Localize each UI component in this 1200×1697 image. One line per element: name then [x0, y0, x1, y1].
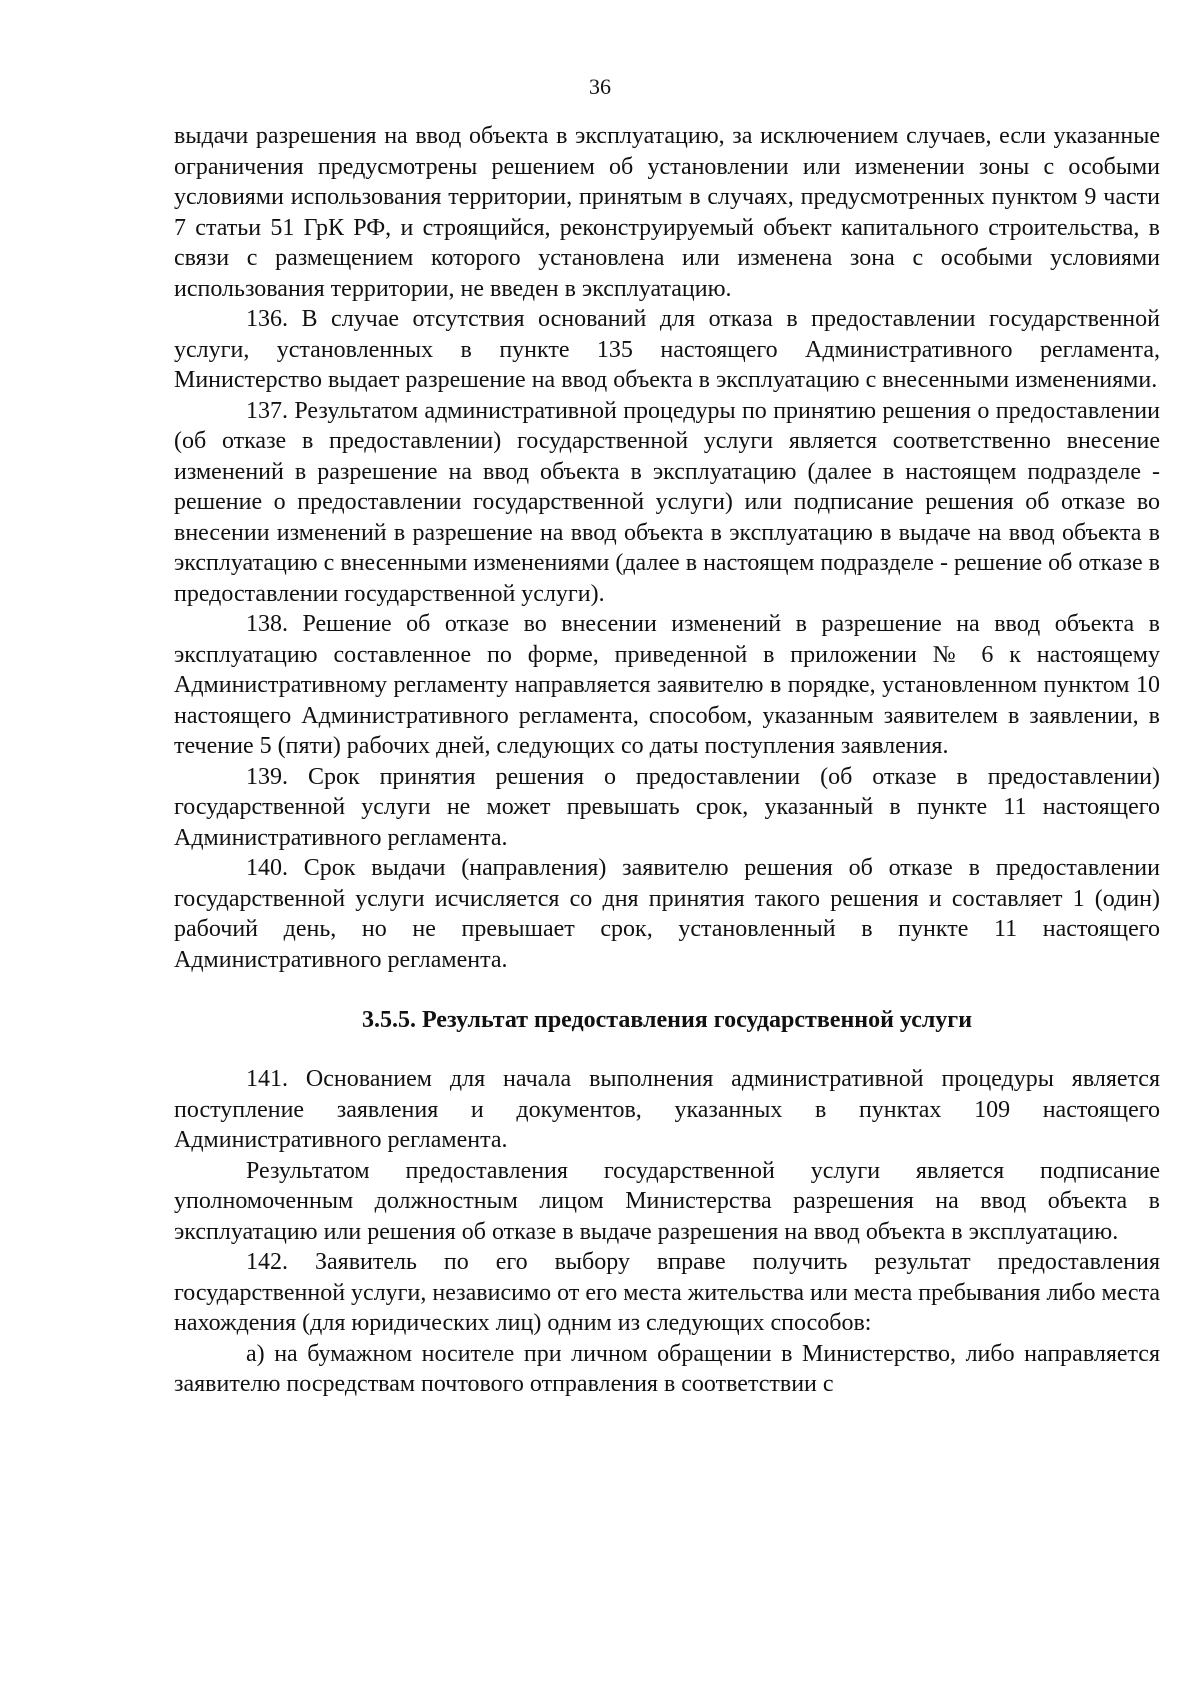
document-body: [174, 121, 1160, 1400]
paragraph-136: 136. В случае отсутствия оснований для отказа в предоставлении государственной услуги, установленных в пункте 135 настоящего Административного регламента, Министерство выдает разрешение на ввод объекта в эксплуатацию с внесенными изменениями.: [174, 306, 1160, 393]
paragraph-142-a: а) на бумажном носителе при личном обращении в Министерство, либо направляется заявителю посредствам почтового отправления в соответствии с: [174, 1340, 1160, 1397]
paragraph-140: 140. Срок выдачи (направления) заявителю решения об отказе в предоставлении государственной услуги исчисляется со дня принятия такого решения и составляет 1 (один) рабочий день, но не превышает срок, установленный в пункте 11 настоящего Административного регламента.: [174, 855, 1160, 973]
paragraph-135-continuation: выдачи разрешения на ввод объекта в эксплуатацию, за исключением случаев, если указанные ограничения предусмотрены решением об установлении или изменении зоны с особыми условиями использования территории, принятым в случаях, предусмотренных пунктом 9 части 7 статьи 51 ГрК РФ, и строящийся, реконструируемый объект капитального строительства, в связи с размещением которого установлена или изменена зона с особыми условиями использования территории, не введен в эксплуатацию.: [174, 123, 1160, 302]
paragraph-142: 142. Заявитель по его выбору вправе получить результат предоставления государственной услуги, независимо от его места жительства или места пребывания либо места нахождения (для юридических лиц) одним из следующих способов:: [174, 1249, 1161, 1336]
paragraph-139: 139. Срок принятия решения о предоставлении (об отказе в предоставлении) государственной услуги не может превышать срок, указанный в пункте 11 настоящего Административного регламента.: [174, 763, 1160, 851]
paragraph-141: 141. Основанием для начала выполнения административной процедуры является поступление заявления и документов, указанных в пунктах 109 настоящего Административного регламента.: [174, 1066, 1160, 1153]
paragraph-138: 138. Решение об отказе во внесении изменений в разрешение на ввод объекта в эксплуатацию составленное по форме, приведенной в приложении № 6 к настоящему Административному регламенту направляется заявителю в порядке, установленном пунктом 10 настоящего Административного регламента, способом, указанным заявителем в заявлении, в течение 5 (пяти) рабочих дней, следующих со даты поступления заявления.: [174, 611, 1160, 759]
section-heading-3-5-5: 3.5.5. Результат предоставления государственной услуги: [361, 1007, 973, 1033]
paragraph-137: 137. Результатом административной процедуры по принятию решения о предоставлении (об отказе в предоставлении) государственной услуги является соответственно внесение изменений в разрешение на ввод объекта в эксплуатацию (далее в настоящем подразделе - решение о предоставлении государственной услуги) или подписание решения об отказе во внесении изменений в разрешение на ввод объекта в эксплуатацию в выдаче на ввод объекта в эксплуатацию с внесенными изменениями (далее в настоящем подразделе - решение об отказе в предоставлении государственной услуги).: [174, 397, 1160, 607]
page-number: 36: [589, 74, 611, 99]
paragraph-141-result: Результатом предоставления государственной услуги является подписание уполномоченным должностным лицом Министерства разрешения на ввод объекта в эксплуатацию или решения об отказе в выдаче разрешения на ввод объекта в эксплуатацию.: [174, 1157, 1160, 1245]
